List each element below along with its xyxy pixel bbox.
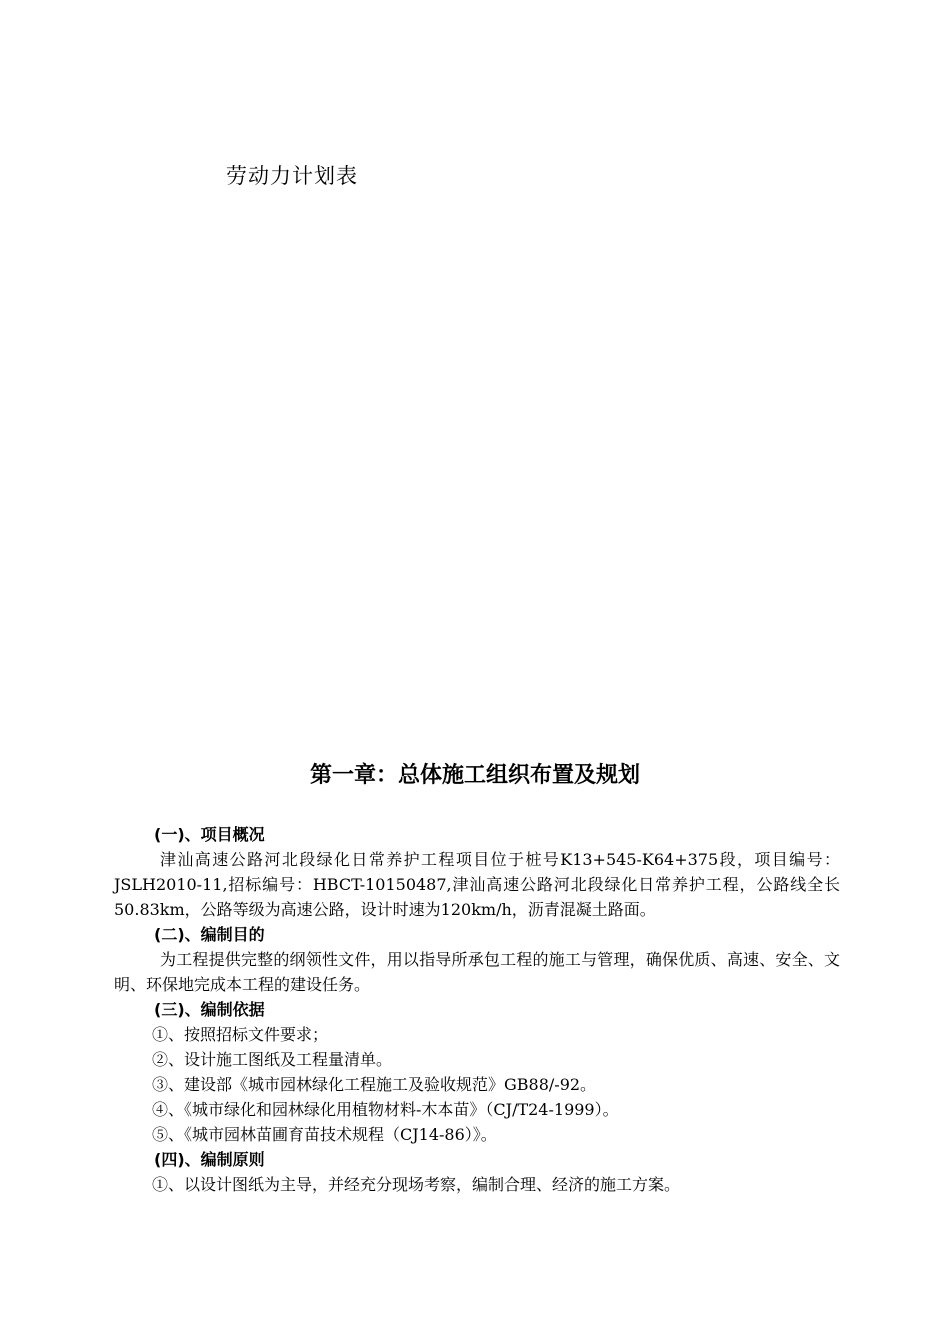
basis-item: ④、《城市绿化和园林绿化用植物材料-木本苗》（CJ/T24-1999）。 (152, 1100, 619, 1119)
overview-paragraph: 津汕高速公路河北段绿化日常养护工程项目位于桩号K13+545-K64+375段，项目编号：JSLH2010-11,招标编号：HBCT-10150487,津汕高速公路河北段绿化日常养护工程，公路线全长50.83km，公路等级为高速公路，设计时速为120km/h，沥青混凝土路面。 (114, 850, 840, 919)
document-body (114, 822, 840, 1197)
purpose-paragraph: 为工程提供完整的纲领性文件，用以指导所承包工程的施工与管理，确保优质、高速、安全、文明、环保地完成本工程的建设任务。 (114, 950, 840, 994)
basis-item: ①、按照招标文件要求； (152, 1025, 329, 1044)
chapter-title: 第一章：总体施工组织布置及规划 (309, 763, 640, 788)
basis-item: ③、建设部《城市园林绿化工程施工及验收规范》GB88/-92。 (152, 1075, 597, 1094)
section-heading-basis: (三)、编制依据 (154, 1000, 265, 1019)
section-heading-overview: (一)、项目概况 (154, 825, 265, 844)
basis-item: ②、设计施工图纸及工程量清单。 (152, 1050, 393, 1069)
principle-item: ①、以设计图纸为主导，并经充分现场考察，编制合理、经济的施工方案。 (152, 1175, 681, 1194)
section-heading-principles: (四)、编制原则 (154, 1150, 265, 1169)
page-heading: 劳动力计划表 (226, 164, 358, 188)
section-heading-purpose: (二)、编制目的 (154, 925, 265, 944)
basis-item: ⑤、《城市园林苗圃育苗技术规程（CJ14-86）》。 (152, 1125, 497, 1144)
